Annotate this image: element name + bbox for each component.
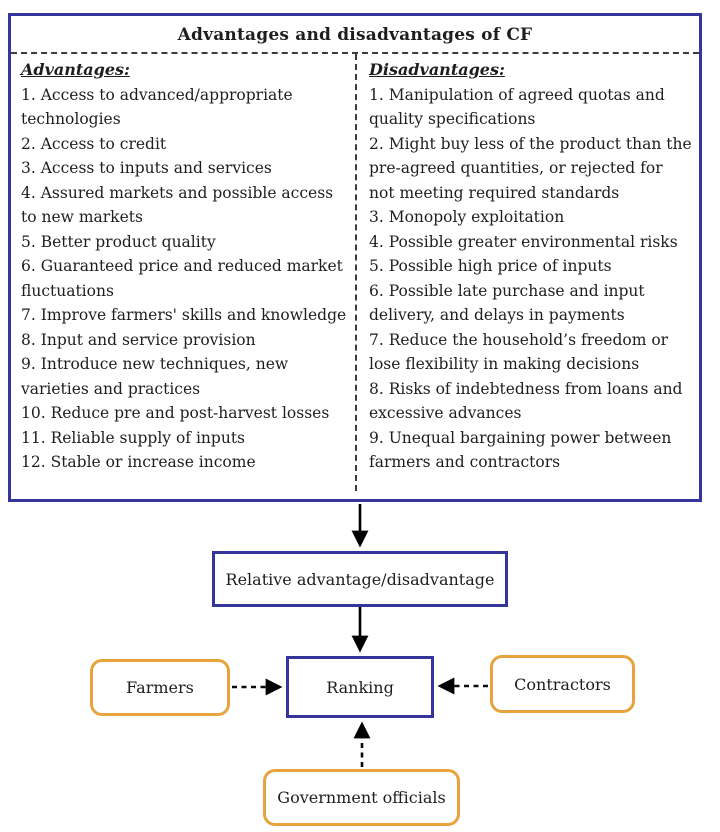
disadvantage-item: 8. Risks of indebtedness from loans and excessive advances	[369, 379, 683, 422]
disadvantage-item: 5. Possible high price of inputs	[369, 257, 612, 275]
advantages-list	[21, 83, 349, 475]
advantages-column	[11, 54, 355, 491]
relative-advantage-box	[212, 551, 508, 607]
disadvantage-item: 4. Possible greater environmental risks	[369, 232, 678, 251]
advantage-item: 2. Access to credit	[21, 134, 167, 153]
advantage-item: 1. Access to advanced/appropriate technologies	[21, 85, 293, 128]
ranking-label: Ranking	[326, 677, 394, 697]
farmers-box	[90, 659, 230, 716]
advantage-item: 3. Access to inputs and services	[21, 159, 272, 177]
disadvantages-header: Disadvantages:	[369, 60, 505, 79]
disadvantage-item: 7. Reduce the household’s freedom or lose flexibility in making decisions	[369, 330, 669, 373]
contractors-label: Contractors	[514, 674, 611, 694]
disadvantage-item: 6. Possible late purchase and input delivery, and delays in payments	[369, 281, 645, 324]
ranking-box	[286, 656, 434, 718]
advantage-item: 7. Improve farmers' skills and knowledge	[21, 306, 347, 324]
advantage-item: 4. Assured markets and possible access to new markets	[21, 183, 334, 226]
disadvantages-list	[369, 83, 693, 475]
diagram-title: Advantages and disadvantages of CF	[177, 25, 533, 45]
contractors-box	[490, 655, 635, 713]
advantage-item: 11. Reliable supply of inputs	[21, 428, 246, 447]
advantage-item: 9. Introduce new techniques, new varieties and practices	[21, 355, 289, 398]
advantage-item: 8. Input and service provision	[21, 330, 256, 349]
relative-advantage-label: Relative advantage/disadvantage	[225, 569, 495, 589]
disadvantage-item: 3. Monopoly exploitation	[369, 208, 565, 226]
disadvantage-item: 2. Might buy less of the product than the pre-agreed quantities, or rejected for not meeting required standards	[369, 134, 692, 202]
advantages-header: Advantages:	[21, 60, 130, 79]
advantage-item: 5. Better product quality	[21, 232, 216, 251]
disadvantage-item: 1. Manipulation of agreed quotas and quality specifications	[369, 85, 665, 128]
advantages-disadvantages-box	[8, 13, 702, 502]
advantage-item: 6. Guaranteed price and reduced market fluctuations	[21, 257, 343, 300]
table-columns	[11, 52, 699, 491]
disadvantage-item: 9. Unequal bargaining power between farmers and contractors	[369, 428, 672, 471]
farmers-label: Farmers	[126, 678, 194, 697]
disadvantages-column	[355, 54, 699, 491]
government-officials-label: Government officials	[277, 788, 446, 807]
government-officials-box	[263, 769, 460, 826]
advantage-item: 10. Reduce pre and post-harvest losses	[21, 404, 330, 422]
advantage-item: 12. Stable or increase income	[21, 453, 256, 471]
